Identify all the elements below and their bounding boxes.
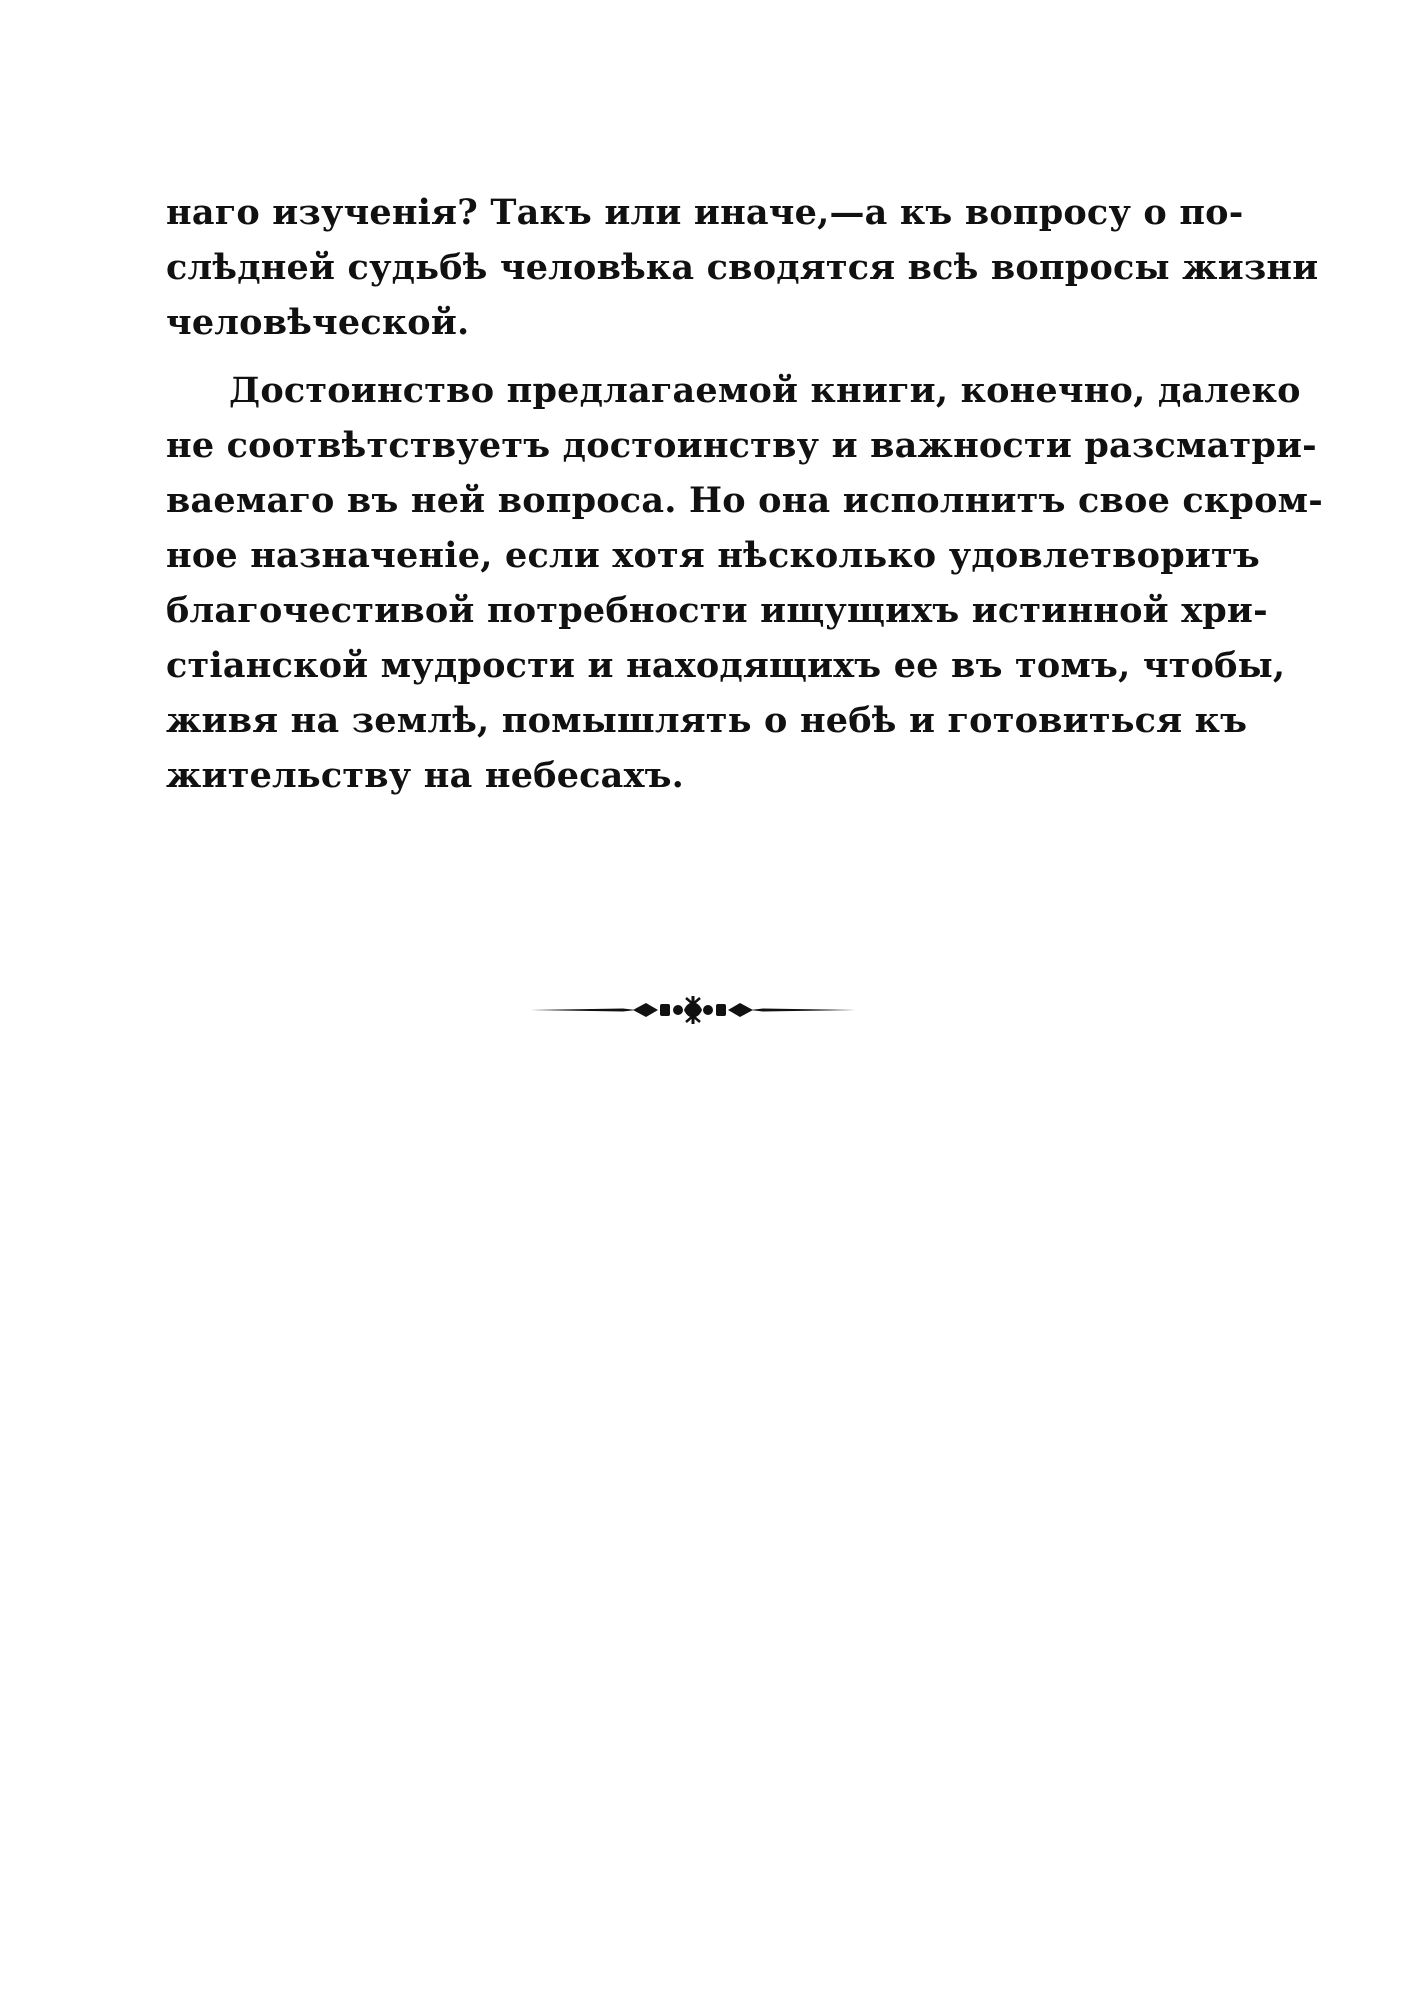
- text-line: жительству на небесахъ.: [166, 755, 685, 796]
- paragraph-2: [166, 363, 1323, 803]
- divider-ornament-icon: [528, 992, 858, 1028]
- text-line: не соотвѣтствуетъ достоинству и важности разсматри-: [166, 425, 1317, 466]
- text-line: Достоинство предлагаемой книги, конечно, далеко: [229, 370, 1301, 411]
- paragraph-spacing: [166, 350, 1242, 363]
- text-line: живя на землѣ, помышлять о небѣ и готовиться къ: [166, 700, 1248, 741]
- text-line: человѣческой.: [166, 302, 470, 343]
- paragraph-1: [166, 185, 1319, 350]
- body-text: [166, 185, 1323, 803]
- text-line: ваемаго въ ней вопроса. Но она исполнитъ свое скром-: [166, 480, 1323, 521]
- text-line: наго изученія? Такъ или иначе,—а къ вопросу о по-: [166, 192, 1244, 233]
- text-line: слѣдней судьбѣ человѣка сводятся всѣ вопросы жизни: [166, 247, 1319, 288]
- text-line: благочестивой потребности ищущихъ истинной хри-: [166, 590, 1268, 631]
- text-line: стіанской мудрости и находящихъ ее въ томъ, чтобы,: [166, 645, 1286, 686]
- text-line: ное назначеніе, если хотя нѣсколько удовлетворитъ: [166, 535, 1260, 576]
